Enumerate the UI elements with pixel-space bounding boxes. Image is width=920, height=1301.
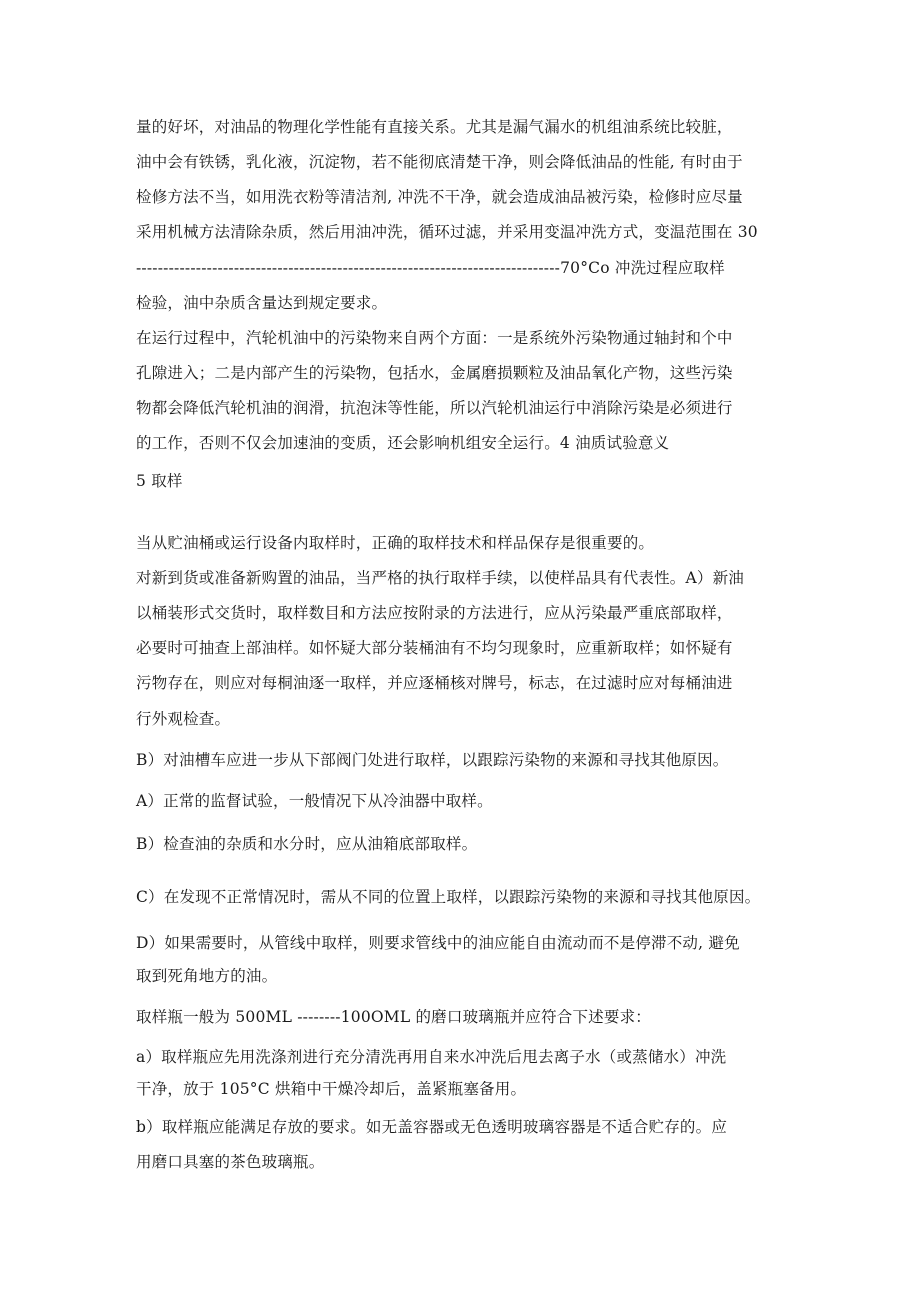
text-line: 对新到货或准备新购置的油品，当严格的执行取样手续，以使样品具有代表性。A）新油 — [136, 569, 744, 587]
text-line: 行外观检查。 — [136, 710, 231, 728]
text-line: 采用机械方法清除杂质，然后用油冲洗，循环过滤，并采用变温冲洗方式，变温范围在 30 — [136, 223, 758, 241]
text-line: B）检查油的杂质和水分时，应从油箱底部取样。 — [136, 835, 478, 853]
text-line: 以桶装形式交货时，取样数目和方法应按附录的方法进行，应从污染最严重底部取样， — [136, 604, 733, 622]
text-line: 油中会有铁锈，乳化液，沉淀物，若不能彻底清楚干净，则会降低油品的性能, 有时由于 — [136, 153, 743, 171]
text-line: 干净，放于 105°C 烘箱中干燥冷却后，盖紧瓶塞备用。 — [136, 1080, 527, 1098]
text-line: a）取样瓶应先用洗涤剂进行充分清洗再用自来水冲洗后甩去离子水（或蒸储水）冲洗 — [136, 1048, 727, 1066]
text-line: 孔隙进入；二是内部产生的污染物，包括水，金属磨损颗粒及油品氧化产物，这些污染 — [136, 364, 733, 382]
text-line: A）正常的监督试验，一般情况下从冷油器中取样。 — [136, 792, 493, 810]
text-line: 物都会降低汽轮机油的润滑，抗泡沫等性能，所以汽轮机油运行中消除污染是必须进行 — [136, 399, 733, 417]
section-heading: 5 取样 — [136, 472, 183, 490]
text-line: 检验，油中杂质含量达到规定要求。 — [136, 294, 388, 312]
text-line: 当从贮油桶或运行设备内取样时，正确的取样技术和样品保存是很重要的。 — [136, 534, 655, 552]
text-line: 用磨口具塞的茶色玻璃瓶。 — [136, 1153, 325, 1171]
text-line: 污物存在，则应对每桐油逐一取样，并应逐桶核对牌号，标志，在过滤时应对每桶油进 — [136, 674, 733, 692]
text-line: 量的好坏，对油品的物理化学性能有直接关系。尤其是漏气漏水的机组油系统比较脏， — [136, 118, 733, 136]
text-line: B）对油槽车应进一步从下部阀门处进行取样，以跟踪污染物的来源和寻找其他原因。 — [136, 751, 729, 769]
text-line: C）在发现不正常情况时，需从不同的位置上取样，以跟踪污染物的来源和寻找其他原因。 — [136, 888, 761, 906]
text-line: ------------------------------------------------------------------------------70°Co 冲洗过程应取样 — [136, 259, 725, 277]
text-line: 取到死角地方的油。 — [136, 967, 278, 985]
text-line: b）取样瓶应能满足存放的要求。如无盖容器或无色透明玻璃容器是不适合贮存的。应 — [136, 1118, 728, 1136]
text-line: 必要时可抽查上部油样。如怀疑大部分装桶油有不均匀现象时，应重新取样；如怀疑有 — [136, 639, 733, 657]
text-line: 检修方法不当，如用洗衣粉等清洁剂, 冲洗不干净，就会造成油品被污染，检修时应尽量 — [136, 188, 743, 206]
text-line: 在运行过程中，汽轮机油中的污染物来自两个方面：一是系统外污染物通过轴封和个中 — [136, 329, 733, 347]
text-line: 取样瓶一般为 500ML --------100OML 的磨口玻璃瓶并应符合下述要求： — [136, 1008, 651, 1026]
text-line: 的工作，否则不仅会加速油的变质，还会影响机组安全运行。4 油质试验意义 — [136, 434, 670, 452]
text-line: D）如果需要时，从管线中取样，则要求管线中的油应能自由流动而不是停滞不动, 避免 — [136, 934, 740, 952]
